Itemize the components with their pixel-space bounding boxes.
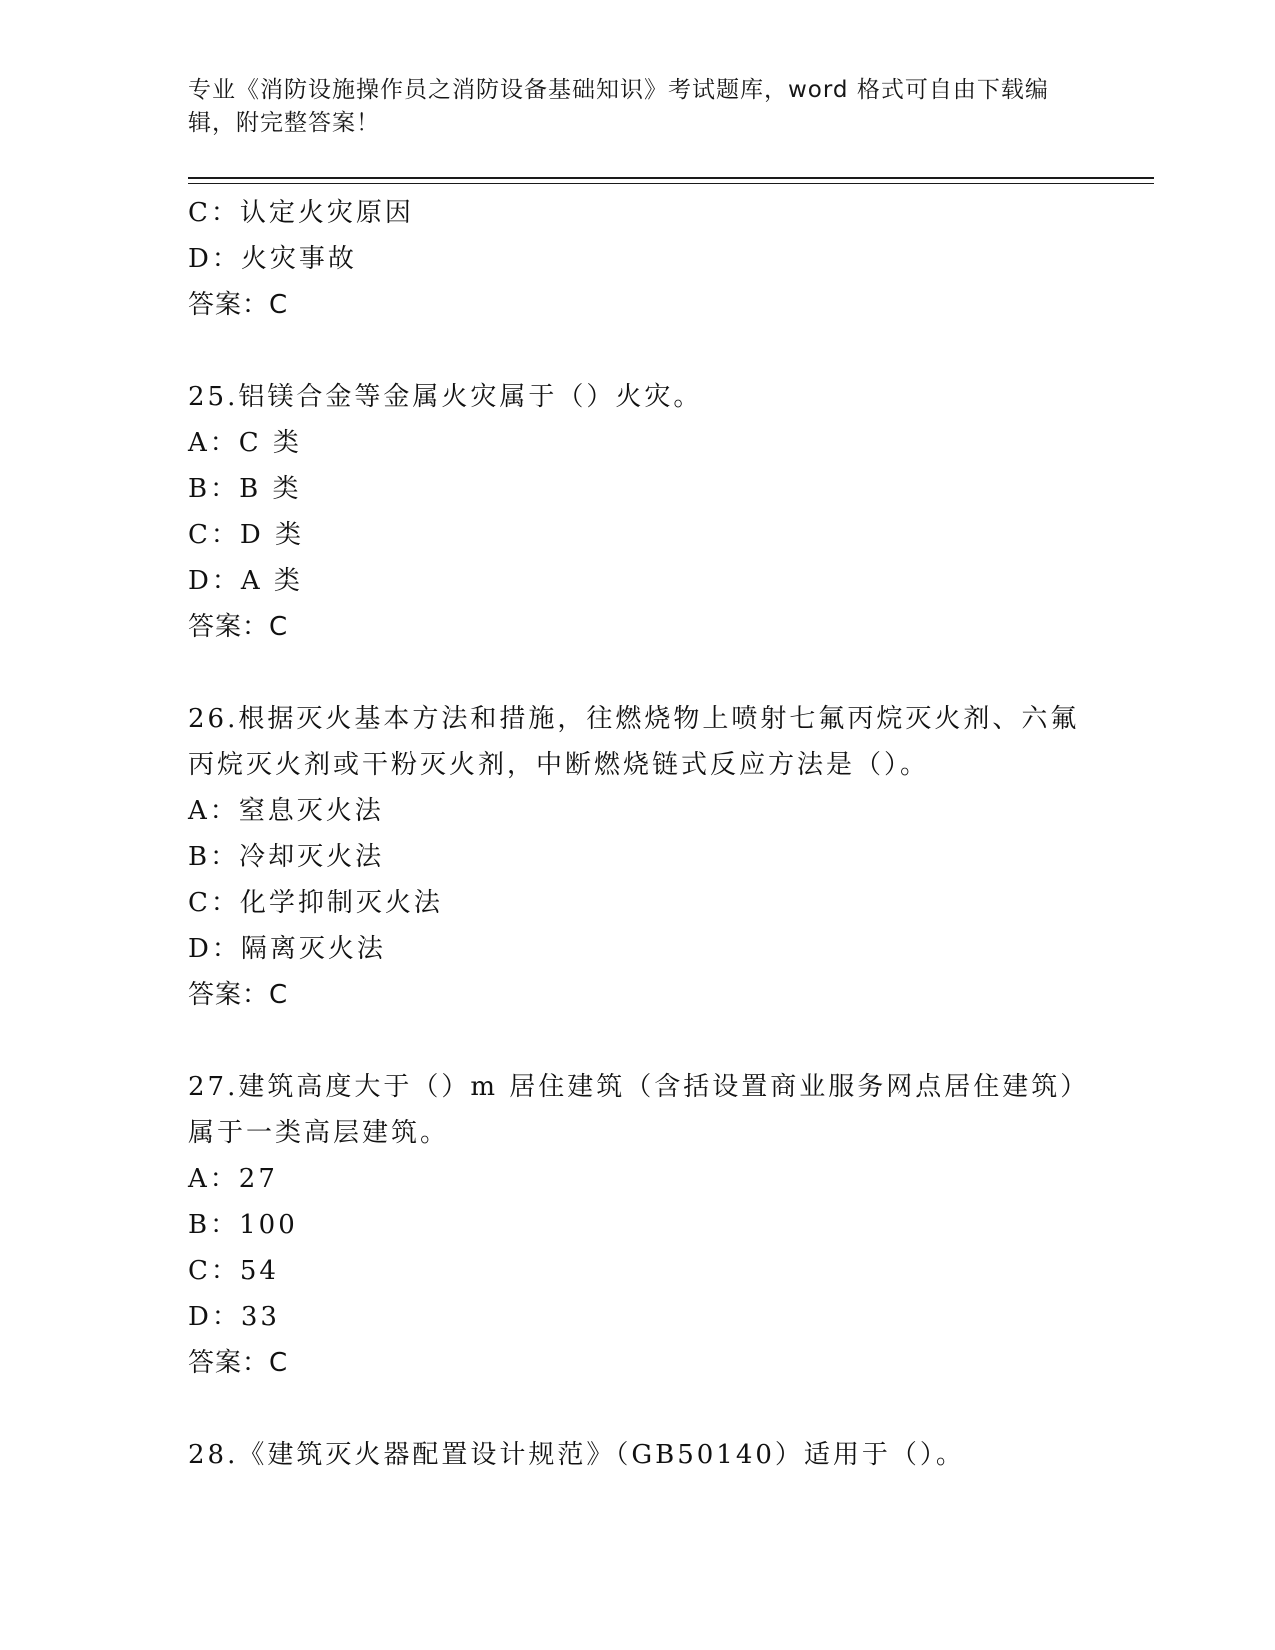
header-line-1: 专业《消防设施操作员之消防设备基础知识》考试题库，word 格式可自由下载编 [188,77,1049,103]
answer: 答案：C [188,1348,289,1378]
option-a: A：窒息灭火法 [188,796,384,826]
question-25 [188,374,1088,650]
answer: 答案：C [188,290,289,320]
question-list [188,190,1088,1478]
header-divider-thin [188,183,1154,184]
option-a: A：27 [188,1164,278,1194]
question-text-line-1: 27.建筑高度大于（）m 居住建筑（含括设置商业服务网点居住建筑） [188,1072,1090,1102]
header-line-2: 辑，附完整答案！ [188,110,380,136]
option-c: C：D 类 [188,520,305,550]
question-27 [188,1064,1088,1386]
option-b: B：冷却灭火法 [188,842,385,872]
document-header [188,74,1088,140]
question-text-line-2: 丙烷灭火剂或干粉灭火剂，中断燃烧链式反应方法是（）。 [188,750,930,780]
option-b: B：B 类 [188,474,302,504]
question-text: 28.《建筑灭火器配置设计规范》（GB50140）适用于（）。 [188,1440,965,1470]
question-text-line-2: 属于一类高层建筑。 [188,1118,450,1148]
question-28 [188,1432,1088,1478]
option-a: A：C 类 [188,428,302,458]
option-d: D：隔离灭火法 [188,934,386,964]
option-c: C：化学抑制灭火法 [188,888,443,918]
option-c: C：54 [188,1256,279,1286]
answer: 答案：C [188,612,289,642]
option-d: D：A 类 [188,566,303,596]
question-text-line-1: 26.根据灭火基本方法和措施，往燃烧物上喷射七氟丙烷灭火剂、六氟 [188,704,1080,734]
option-c: C：认定火灾原因 [188,198,414,228]
option-d: D：33 [188,1302,280,1332]
question-26 [188,696,1088,1018]
option-d: D：火灾事故 [188,244,357,274]
question-text: 25.铝镁合金等金属火灾属于（）火灾。 [188,382,703,412]
question-24-continuation [188,190,1088,328]
header-divider [188,177,1154,179]
answer: 答案：C [188,980,289,1010]
option-b: B：100 [188,1210,298,1240]
